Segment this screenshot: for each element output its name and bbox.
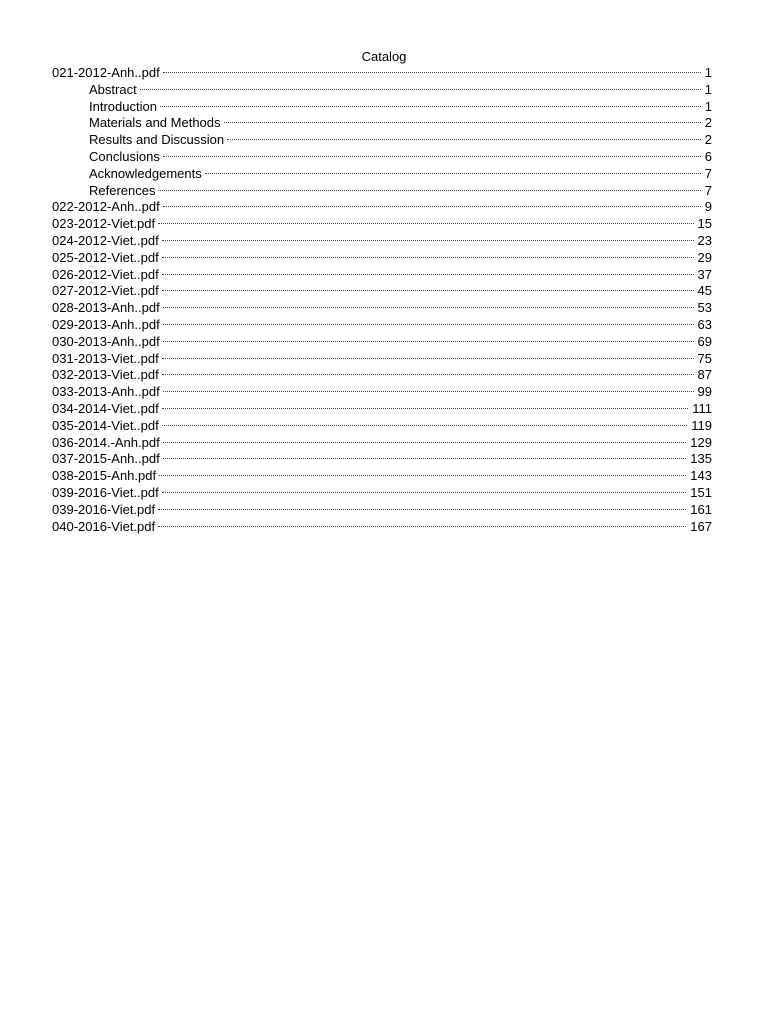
toc-entry[interactable] [52,267,712,284]
toc-entry-label: References [89,182,156,198]
toc-entry[interactable] [52,233,712,250]
toc-entry-page-number: 63 [697,316,712,332]
toc-entry-label: 032-2013-Viet..pdf [52,367,159,383]
dot-leader [163,441,687,443]
toc-entry-page-number: 29 [697,249,712,265]
toc-entry-page-number: 53 [697,300,712,316]
toc-entry-page-number: 1 [704,81,712,97]
dot-leader [162,424,688,426]
toc-entry-page-number: 45 [697,283,712,299]
toc-entry-page-number: 1 [704,65,712,80]
toc-entry[interactable] [52,334,712,351]
toc-entry-label: Results and Discussion [89,132,225,148]
dot-leader [224,121,701,123]
dot-leader [163,155,701,157]
dot-leader [162,239,694,241]
dot-leader [162,357,694,359]
toc-entry-page-number: 9 [704,199,712,215]
toc-entry-label: Acknowledgements [89,165,202,181]
toc-entry[interactable] [52,468,712,485]
toc-entry-label: 025-2012-Viet..pdf [52,249,159,265]
dot-leader [160,105,701,107]
toc-entry-label: 035-2014-Viet..pdf [52,417,159,433]
toc-entry-label: 031-2013-Viet..pdf [52,350,159,366]
toc-entry[interactable] [52,351,712,368]
toc-entry-page-number: 7 [704,165,712,181]
dot-leader [163,340,694,342]
toc-entry-label: 038-2015-Anh.pdf [52,468,157,484]
toc-entry-page-number: 37 [697,266,712,282]
toc-entry[interactable] [52,283,712,300]
toc-entry-page-number: 6 [704,148,712,164]
toc-subentry[interactable] [52,166,712,183]
toc-entry-page-number: 99 [697,384,712,400]
toc-entry[interactable] [52,300,712,317]
toc-subentry[interactable] [52,82,712,99]
dot-leader [158,189,700,191]
toc-entry-label: 022-2012-Anh..pdf [52,199,160,215]
dot-leader [163,323,694,325]
toc-entry[interactable] [52,418,712,435]
toc-entry-page-number: 7 [704,182,712,198]
toc-entry-page-number: 1 [704,98,712,114]
dot-leader [162,256,694,258]
toc-entry-label: 034-2014-Viet..pdf [52,400,159,416]
dot-leader [163,457,687,459]
toc-entry-label: Abstract [89,81,137,97]
toc-entry[interactable] [52,519,712,536]
toc-entry-page-number: 23 [697,232,712,248]
toc-entry[interactable] [52,65,712,82]
dot-leader [163,306,694,308]
toc-entry-label: 021-2012-Anh..pdf [52,65,160,80]
dot-leader [162,491,687,493]
toc-entry-label: 024-2012-Viet..pdf [52,232,159,248]
toc-entry-label: 028-2013-Anh..pdf [52,300,160,316]
toc-entry-page-number: 143 [690,468,712,484]
dot-leader [163,71,701,73]
toc-entry-page-number: 167 [690,518,712,534]
toc-entry-page-number: 135 [690,451,712,467]
dot-leader [140,88,701,90]
toc-entry-label: 033-2013-Anh..pdf [52,384,160,400]
toc-subentry[interactable] [52,149,712,166]
toc-entry-label: 039-2016-Viet..pdf [52,484,159,500]
dot-leader [159,474,686,476]
toc-entry-label: 023-2012-Viet.pdf [52,216,156,232]
dot-leader [158,525,686,527]
dot-leader [162,407,689,409]
dot-leader [163,205,701,207]
toc-entry[interactable] [52,384,712,401]
dot-leader [162,273,694,275]
toc-entry-label: Conclusions [89,148,160,164]
toc-entry-label: 037-2015-Anh..pdf [52,451,160,467]
toc-entry[interactable] [52,367,712,384]
catalog-title: Catalog [361,49,407,64]
toc-subentry[interactable] [52,99,712,116]
toc-entry[interactable] [52,435,712,452]
toc-entry[interactable] [52,250,712,267]
toc-entry-label: 026-2012-Viet..pdf [52,266,159,282]
toc-entry[interactable] [52,317,712,334]
toc-entry-label: 030-2013-Anh..pdf [52,333,160,349]
toc-entry-page-number: 111 [692,400,712,416]
toc-entry[interactable] [52,502,712,519]
toc-entry-page-number: 69 [697,333,712,349]
dot-leader [205,172,701,174]
toc-entry-label: Introduction [89,98,157,114]
dot-leader [162,373,694,375]
toc-entry-page-number: 129 [690,434,712,450]
toc-subentry[interactable] [52,115,712,132]
toc-entry-page-number: 119 [691,417,712,433]
toc-entry-page-number: 75 [697,350,712,366]
toc-entry[interactable] [52,485,712,502]
toc-entry-page-number: 2 [704,132,712,148]
toc-entry-page-number: 15 [697,216,712,232]
dot-leader [158,222,693,224]
toc-entry-page-number: 161 [690,501,712,517]
toc-entry[interactable] [52,216,712,233]
toc-entry-page-number: 151 [690,484,712,500]
toc-subentry[interactable] [52,132,712,149]
toc-entry-label: Materials and Methods [89,115,221,131]
toc-entry[interactable] [52,451,712,468]
toc-entry-label: 040-2016-Viet.pdf [52,518,156,534]
toc-entry-page-number: 87 [697,367,712,383]
dot-leader [162,289,694,291]
toc-entry-page-number: 2 [704,115,712,131]
table-of-contents [52,65,712,535]
toc-entry-label: 036-2014.-Anh.pdf [52,434,160,450]
dot-leader [227,138,701,140]
dot-leader [158,508,686,510]
toc-entry[interactable] [52,401,712,418]
dot-leader [163,390,694,392]
toc-entry[interactable] [52,199,712,216]
toc-entry-label: 029-2013-Anh..pdf [52,316,160,332]
toc-entry-label: 039-2016-Viet.pdf [52,501,156,517]
toc-entry-label: 027-2012-Viet..pdf [52,283,159,299]
toc-subentry[interactable] [52,183,712,200]
